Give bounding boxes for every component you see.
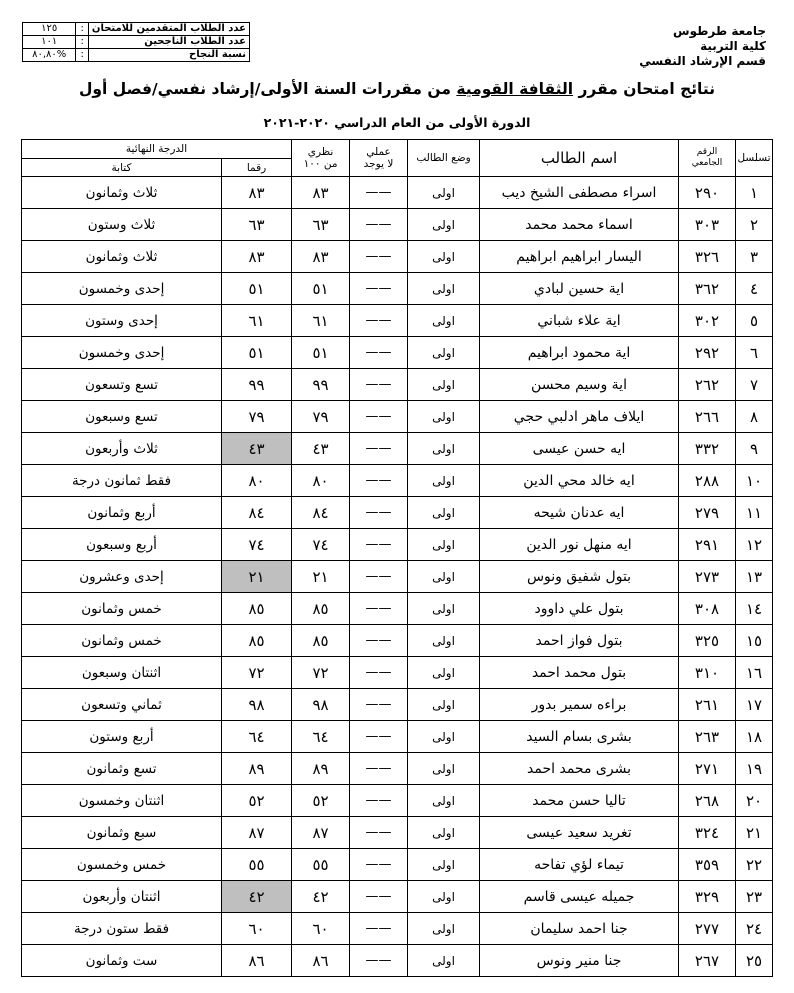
cell-final-numeric: ٦١ <box>222 305 292 337</box>
exam-session: الدورة الأولى من العام الدراسي ٢٠٢٠-٢٠٢١ <box>263 115 531 130</box>
table-row <box>22 593 773 625</box>
cell-university-id: ٣٢٩ <box>679 881 736 913</box>
cell-serial: ٢٤ <box>736 913 773 945</box>
cell-final-numeric: ٥٥ <box>222 849 292 881</box>
table-row <box>22 625 773 657</box>
cell-student-status: اولى <box>408 529 480 561</box>
cell-practical: —— <box>350 721 408 753</box>
cell-serial: ١٦ <box>736 657 773 689</box>
cell-student-name: تيماء لؤي تفاحه <box>480 849 679 881</box>
cell-student-name: جنا احمد سليمان <box>480 913 679 945</box>
cell-university-id: ٣٦٢ <box>679 273 736 305</box>
table-row <box>22 849 773 881</box>
cell-practical: —— <box>350 945 408 977</box>
cell-university-id: ٢٦١ <box>679 689 736 721</box>
cell-student-status: اولى <box>408 401 480 433</box>
cell-student-status: اولى <box>408 785 480 817</box>
stats-value: %٨٠,٨٠ <box>23 49 76 62</box>
cell-university-id: ٣١٠ <box>679 657 736 689</box>
cell-practical: —— <box>350 305 408 337</box>
cell-student-status: اولى <box>408 817 480 849</box>
cell-serial: ٢٠ <box>736 785 773 817</box>
cell-university-id: ٢٩١ <box>679 529 736 561</box>
cell-student-name: اسماء محمد محمد <box>480 209 679 241</box>
cell-student-status: اولى <box>408 273 480 305</box>
cell-practical: —— <box>350 913 408 945</box>
col-serial: تسلسل <box>736 140 773 177</box>
cell-theory: ٨٩ <box>292 753 350 785</box>
cell-student-status: اولى <box>408 849 480 881</box>
cell-student-status: اولى <box>408 465 480 497</box>
cell-final-words: تسع وثمانون <box>22 753 222 785</box>
cell-theory: ٤٣ <box>292 433 350 465</box>
col-university-id-line1: الرقم <box>696 147 718 157</box>
title-prefix: نتائج امتحان مقرر <box>578 80 716 98</box>
cell-student-name: بتول فواز احمد <box>480 625 679 657</box>
table-row <box>22 881 773 913</box>
cell-student-status: اولى <box>408 753 480 785</box>
col-theory-line1: نظري <box>307 146 334 158</box>
cell-final-numeric: ٥١ <box>222 337 292 369</box>
col-practical-line2: لا يوجد <box>363 158 394 170</box>
cell-university-id: ٢٧٣ <box>679 561 736 593</box>
cell-student-status: اولى <box>408 497 480 529</box>
cell-student-status: اولى <box>408 241 480 273</box>
cell-final-words: ثلاث وأربعون <box>22 433 222 465</box>
cell-final-words: إحدى وعشرون <box>22 561 222 593</box>
cell-final-numeric: ٧٤ <box>222 529 292 561</box>
cell-theory: ٨٥ <box>292 625 350 657</box>
cell-university-id: ٢٩٠ <box>679 177 736 209</box>
cell-practical: —— <box>350 241 408 273</box>
cell-final-words: فقط ثمانون درجة <box>22 465 222 497</box>
table-row <box>22 401 773 433</box>
cell-serial: ٣ <box>736 241 773 273</box>
stats-separator: : <box>76 23 89 36</box>
cell-serial: ٤ <box>736 273 773 305</box>
cell-serial: ٥ <box>736 305 773 337</box>
cell-student-name: جميله عيسى قاسم <box>480 881 679 913</box>
cell-university-id: ٣٢٦ <box>679 241 736 273</box>
cell-student-status: اولى <box>408 625 480 657</box>
cell-final-words: خمس وخمسون <box>22 849 222 881</box>
cell-practical: —— <box>350 657 408 689</box>
col-practical-line1: عملي <box>366 146 391 158</box>
table-row <box>22 369 773 401</box>
cell-student-name: ايه عدنان شيحه <box>480 497 679 529</box>
cell-theory: ٨٧ <box>292 817 350 849</box>
cell-university-id: ٣٠٣ <box>679 209 736 241</box>
cell-theory: ٧٢ <box>292 657 350 689</box>
faculty-name: كلية التربية <box>700 39 766 53</box>
cell-student-name: بتول محمد احمد <box>480 657 679 689</box>
cell-serial: ١٨ <box>736 721 773 753</box>
cell-theory: ٥١ <box>292 337 350 369</box>
table-row <box>22 497 773 529</box>
cell-final-numeric: ٨٣ <box>222 241 292 273</box>
cell-practical: —— <box>350 817 408 849</box>
cell-student-status: اولى <box>408 305 480 337</box>
cell-final-words: ست وثمانون <box>22 945 222 977</box>
cell-student-name: ايلاف ماهر ادلبي حجي <box>480 401 679 433</box>
stats-label: عدد الطلاب المتقدمين للامتحان <box>88 23 249 36</box>
table-row <box>22 817 773 849</box>
cell-university-id: ٢٩٢ <box>679 337 736 369</box>
cell-serial: ١ <box>736 177 773 209</box>
cell-university-id: ٢٦٧ <box>679 945 736 977</box>
cell-final-words: سبع وثمانون <box>22 817 222 849</box>
cell-practical: —— <box>350 849 408 881</box>
cell-theory: ٩٩ <box>292 369 350 401</box>
cell-practical: —— <box>350 753 408 785</box>
cell-final-numeric: ٤٣ <box>222 433 292 465</box>
cell-practical: —— <box>350 625 408 657</box>
cell-university-id: ٣٠٢ <box>679 305 736 337</box>
cell-student-status: اولى <box>408 209 480 241</box>
cell-final-words: خمس وثمانون <box>22 625 222 657</box>
cell-theory: ٥٢ <box>292 785 350 817</box>
cell-practical: —— <box>350 881 408 913</box>
table-row <box>22 721 773 753</box>
cell-final-numeric: ٨٠ <box>222 465 292 497</box>
cell-serial: ٢ <box>736 209 773 241</box>
cell-final-words: ثلاث وستون <box>22 209 222 241</box>
col-final-numeric: رقما <box>222 159 292 177</box>
table-row <box>22 337 773 369</box>
table-row <box>22 529 773 561</box>
cell-theory: ٨٤ <box>292 497 350 529</box>
cell-university-id: ٣٣٢ <box>679 433 736 465</box>
cell-serial: ٢٣ <box>736 881 773 913</box>
cell-university-id: ٣٠٨ <box>679 593 736 625</box>
stats-value: ١٢٥ <box>23 23 76 36</box>
cell-theory: ٥١ <box>292 273 350 305</box>
cell-serial: ٩ <box>736 433 773 465</box>
cell-practical: —— <box>350 209 408 241</box>
col-final-words: كتابة <box>22 159 222 177</box>
cell-final-words: إحدى وخمسون <box>22 337 222 369</box>
cell-student-name: بتول علي داوود <box>480 593 679 625</box>
cell-final-numeric: ٤٢ <box>222 881 292 913</box>
cell-final-numeric: ٧٢ <box>222 657 292 689</box>
col-university-id <box>679 140 736 177</box>
cell-student-status: اولى <box>408 721 480 753</box>
col-student-name: اسم الطالب <box>480 140 679 177</box>
stats-value: ١٠١ <box>23 36 76 49</box>
cell-serial: ٢١ <box>736 817 773 849</box>
cell-theory: ٨٣ <box>292 177 350 209</box>
cell-final-numeric: ٦٣ <box>222 209 292 241</box>
cell-final-words: اثنتان وأربعون <box>22 881 222 913</box>
cell-theory: ٦٣ <box>292 209 350 241</box>
department-name: قسم الإرشاد النفسي <box>639 54 766 68</box>
cell-serial: ١٩ <box>736 753 773 785</box>
cell-university-id: ٢٦٢ <box>679 369 736 401</box>
cell-student-status: اولى <box>408 177 480 209</box>
table-row <box>22 177 773 209</box>
cell-practical: —— <box>350 337 408 369</box>
cell-theory: ٥٥ <box>292 849 350 881</box>
cell-final-numeric: ٨٣ <box>222 177 292 209</box>
cell-practical: —— <box>350 497 408 529</box>
cell-final-numeric: ٩٨ <box>222 689 292 721</box>
cell-student-name: ايه منهل نور الدين <box>480 529 679 561</box>
cell-university-id: ٢٧٩ <box>679 497 736 529</box>
table-row <box>22 465 773 497</box>
cell-final-numeric: ٨٩ <box>222 753 292 785</box>
cell-student-status: اولى <box>408 561 480 593</box>
cell-student-name: اية وسيم محسن <box>480 369 679 401</box>
cell-student-status: اولى <box>408 881 480 913</box>
cell-final-numeric: ٧٩ <box>222 401 292 433</box>
cell-final-numeric: ٨٤ <box>222 497 292 529</box>
cell-practical: —— <box>350 273 408 305</box>
table-row <box>22 433 773 465</box>
cell-university-id: ٣٢٥ <box>679 625 736 657</box>
cell-final-words: تسع وتسعون <box>22 369 222 401</box>
cell-student-name: جنا منير ونوس <box>480 945 679 977</box>
cell-final-words: ثلاث وثمانون <box>22 177 222 209</box>
cell-student-status: اولى <box>408 337 480 369</box>
cell-final-numeric: ٨٥ <box>222 625 292 657</box>
cell-practical: —— <box>350 529 408 561</box>
cell-student-name: براءه سمير بدور <box>480 689 679 721</box>
table-row <box>22 913 773 945</box>
cell-theory: ٦٤ <box>292 721 350 753</box>
cell-practical: —— <box>350 465 408 497</box>
stats-label: نسبة النجاح <box>88 49 249 62</box>
cell-serial: ٦ <box>736 337 773 369</box>
cell-final-numeric: ٦٠ <box>222 913 292 945</box>
cell-serial: ٢٥ <box>736 945 773 977</box>
cell-final-words: أربع وستون <box>22 721 222 753</box>
cell-theory: ٧٤ <box>292 529 350 561</box>
cell-student-name: بشرى محمد احمد <box>480 753 679 785</box>
cell-university-id: ٢٦٣ <box>679 721 736 753</box>
col-theory <box>292 140 350 177</box>
cell-theory: ٨٣ <box>292 241 350 273</box>
cell-university-id: ٢٨٨ <box>679 465 736 497</box>
stats-row <box>23 36 250 49</box>
table-row <box>22 753 773 785</box>
cell-theory: ٨٥ <box>292 593 350 625</box>
col-student-status: وضع الطالب <box>408 140 480 177</box>
cell-serial: ١٤ <box>736 593 773 625</box>
col-final-grade: الدرجة النهائية <box>22 140 292 159</box>
cell-student-name: اية علاء شباني <box>480 305 679 337</box>
table-row <box>22 241 773 273</box>
cell-final-numeric: ٩٩ <box>222 369 292 401</box>
cell-theory: ٩٨ <box>292 689 350 721</box>
cell-university-id: ٢٦٨ <box>679 785 736 817</box>
cell-final-numeric: ٨٥ <box>222 593 292 625</box>
stats-label: عدد الطلاب الناجحين <box>88 36 249 49</box>
cell-serial: ١١ <box>736 497 773 529</box>
table-row <box>22 689 773 721</box>
cell-final-words: أربع وثمانون <box>22 497 222 529</box>
cell-final-words: ثلاث وثمانون <box>22 241 222 273</box>
cell-student-status: اولى <box>408 369 480 401</box>
stats-separator: : <box>76 49 89 62</box>
cell-final-numeric: ٨٦ <box>222 945 292 977</box>
table-row <box>22 209 773 241</box>
cell-final-numeric: ٥١ <box>222 273 292 305</box>
table-row <box>22 273 773 305</box>
cell-practical: —— <box>350 593 408 625</box>
cell-practical: —— <box>350 785 408 817</box>
cell-theory: ٨٦ <box>292 945 350 977</box>
cell-practical: —— <box>350 561 408 593</box>
cell-theory: ٧٩ <box>292 401 350 433</box>
cell-serial: ١٣ <box>736 561 773 593</box>
col-university-id-line2: الجامعي <box>691 158 723 168</box>
cell-serial: ٨ <box>736 401 773 433</box>
cell-final-numeric: ٢١ <box>222 561 292 593</box>
course-name: الثقافة القومية <box>456 80 574 98</box>
cell-practical: —— <box>350 401 408 433</box>
cell-student-name: بتول شفيق ونوس <box>480 561 679 593</box>
cell-final-words: إحدى وستون <box>22 305 222 337</box>
cell-final-words: اثنتان وسبعون <box>22 657 222 689</box>
cell-student-name: اية حسين لبادي <box>480 273 679 305</box>
cell-student-status: اولى <box>408 657 480 689</box>
cell-final-words: تسع وسبعون <box>22 401 222 433</box>
cell-theory: ٦١ <box>292 305 350 337</box>
cell-student-status: اولى <box>408 433 480 465</box>
university-header <box>566 24 766 69</box>
cell-final-numeric: ٥٢ <box>222 785 292 817</box>
cell-student-status: اولى <box>408 593 480 625</box>
cell-serial: ١٢ <box>736 529 773 561</box>
cell-student-status: اولى <box>408 913 480 945</box>
cell-student-status: اولى <box>408 945 480 977</box>
cell-final-words: إحدى وخمسون <box>22 273 222 305</box>
cell-student-name: تغريد سعيد عيسى <box>480 817 679 849</box>
cell-final-words: فقط ستون درجة <box>22 913 222 945</box>
cell-practical: —— <box>350 689 408 721</box>
table-row <box>22 561 773 593</box>
cell-final-words: أربع وسبعون <box>22 529 222 561</box>
table-row <box>22 305 773 337</box>
page-title <box>40 80 754 98</box>
cell-serial: ١٧ <box>736 689 773 721</box>
cell-student-name: ايه خالد محي الدين <box>480 465 679 497</box>
cell-practical: —— <box>350 177 408 209</box>
stats-row <box>23 23 250 36</box>
cell-practical: —— <box>350 433 408 465</box>
table-row <box>22 785 773 817</box>
cell-serial: ٧ <box>736 369 773 401</box>
cell-student-name: تاليا حسن محمد <box>480 785 679 817</box>
cell-student-status: اولى <box>408 689 480 721</box>
col-practical <box>350 140 408 177</box>
cell-final-numeric: ٦٤ <box>222 721 292 753</box>
cell-student-name: اليسار ابراهيم ابراهيم <box>480 241 679 273</box>
exam-stats-box <box>22 22 250 62</box>
cell-final-words: اثنتان وخمسون <box>22 785 222 817</box>
cell-practical: —— <box>350 369 408 401</box>
cell-university-id: ٢٦٦ <box>679 401 736 433</box>
stats-separator: : <box>76 36 89 49</box>
cell-student-name: اسراء مصطفى الشيخ ديب <box>480 177 679 209</box>
cell-serial: ١٥ <box>736 625 773 657</box>
cell-final-numeric: ٨٧ <box>222 817 292 849</box>
cell-student-name: اية محمود ابراهيم <box>480 337 679 369</box>
table-row <box>22 945 773 977</box>
cell-theory: ٨٠ <box>292 465 350 497</box>
cell-final-words: ثماني وتسعون <box>22 689 222 721</box>
cell-serial: ٢٢ <box>736 849 773 881</box>
cell-university-id: ٢٧١ <box>679 753 736 785</box>
cell-final-words: خمس وثمانون <box>22 593 222 625</box>
cell-theory: ٢١ <box>292 561 350 593</box>
col-theory-line2: من ١٠٠ <box>303 158 338 170</box>
table-row <box>22 657 773 689</box>
cell-university-id: ٢٧٧ <box>679 913 736 945</box>
cell-student-name: ايه حسن عيسى <box>480 433 679 465</box>
cell-theory: ٦٠ <box>292 913 350 945</box>
cell-theory: ٤٢ <box>292 881 350 913</box>
stats-row <box>23 49 250 62</box>
university-name: جامعة طرطوس <box>673 24 766 38</box>
cell-university-id: ٣٢٤ <box>679 817 736 849</box>
grades-table <box>21 139 773 977</box>
cell-university-id: ٣٥٩ <box>679 849 736 881</box>
cell-serial: ١٠ <box>736 465 773 497</box>
title-suffix: من مقررات السنة الأولى/إرشاد نفسي/فصل أول <box>78 80 451 98</box>
cell-student-name: بشرى بسام السيد <box>480 721 679 753</box>
